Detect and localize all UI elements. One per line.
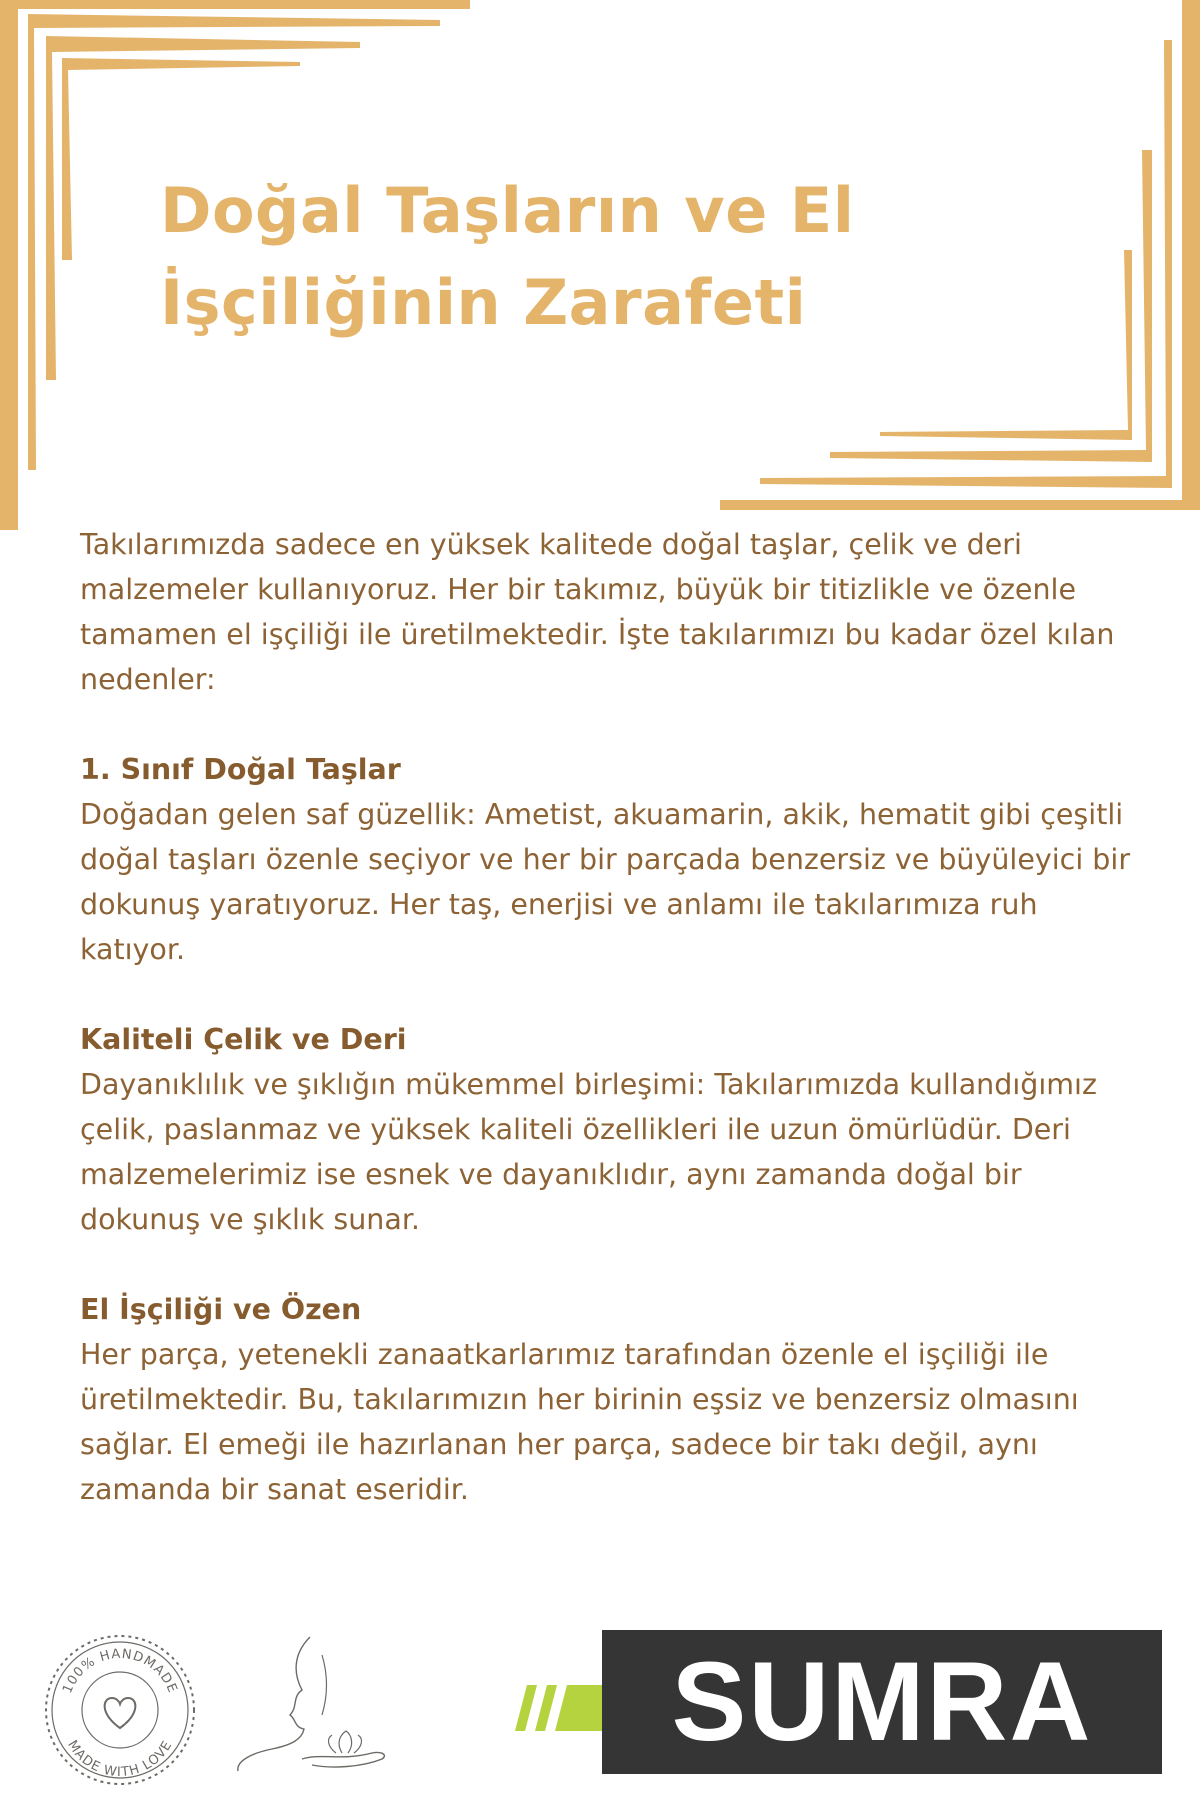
intro-paragraph: Takılarımızda sadece en yüksek kalitede doğal taşlar, çelik ve deri malzemeler kullanıyoruz. Her bir takımız, büyük bir titizlikle ve özenle tamamen el işçiliği ile üretilmektedir. İşte takılarımızı bu kadar özel kılan nedenler: bbox=[80, 528, 1115, 696]
section-natural-stones bbox=[80, 747, 1140, 972]
handmade-badge bbox=[40, 1630, 200, 1790]
section-body: Dayanıklılık ve şıklığın mükemmel birleşimi: Takılarımızda kullandığımız çelik, paslanmaz ve yüksek kaliteli özellikleri ile uzun ömürlüdür. Deri malzemelerimiz ise esnek ve dayanıklıdır, aynı zamanda doğal bir dokunuş ve şıklık sunar. bbox=[80, 1068, 1097, 1236]
section-heading: El İşçiliği ve Özen bbox=[80, 1293, 362, 1326]
section-steel-leather bbox=[80, 1017, 1140, 1242]
content-body bbox=[80, 522, 1140, 1557]
section-heading: Kaliteli Çelik ve Deri bbox=[80, 1023, 407, 1056]
title-line-1: Doğal Taşların ve El bbox=[160, 174, 855, 247]
woman-lotus-icon bbox=[232, 1635, 392, 1775]
heart-icon bbox=[105, 1698, 136, 1728]
badge-top-text: 100% HANDMADE bbox=[60, 1646, 180, 1696]
title-line-2: İşçiliğinin Zarafeti bbox=[160, 266, 807, 339]
section-handcraft bbox=[80, 1287, 1140, 1512]
badge-bottom-text: MADE WITH LOVE bbox=[64, 1737, 176, 1781]
page-title bbox=[160, 165, 980, 349]
accent-stripes-icon bbox=[515, 1685, 615, 1731]
brand-name: SUMRA bbox=[671, 1639, 1093, 1764]
section-body: Doğadan gelen saf güzellik: Ametist, akuamarin, akik, hematit gibi çeşitli doğal taşları özenle seçiyor ve her bir parçada benzersiz ve büyüleyici bir dokunuş yaratıyoruz. Her taş, enerjisi ve anlamı ile takılarımıza ruh katıyor. bbox=[80, 798, 1131, 966]
section-heading: 1. Sınıf Doğal Taşlar bbox=[80, 753, 401, 786]
logo-box bbox=[602, 1630, 1162, 1774]
brand-logo bbox=[500, 1630, 1190, 1774]
section-body: Her parça, yetenekli zanaatkarlarımız tarafından özenle el işçiliği ile üretilmektedir. Bu, takılarımızın her birinin eşsiz ve benzersiz olmasını sağlar. El emeği ile hazırlanan her parça, sadece bir takı değil, aynı zamanda bir sanat eseridir. bbox=[80, 1338, 1079, 1506]
